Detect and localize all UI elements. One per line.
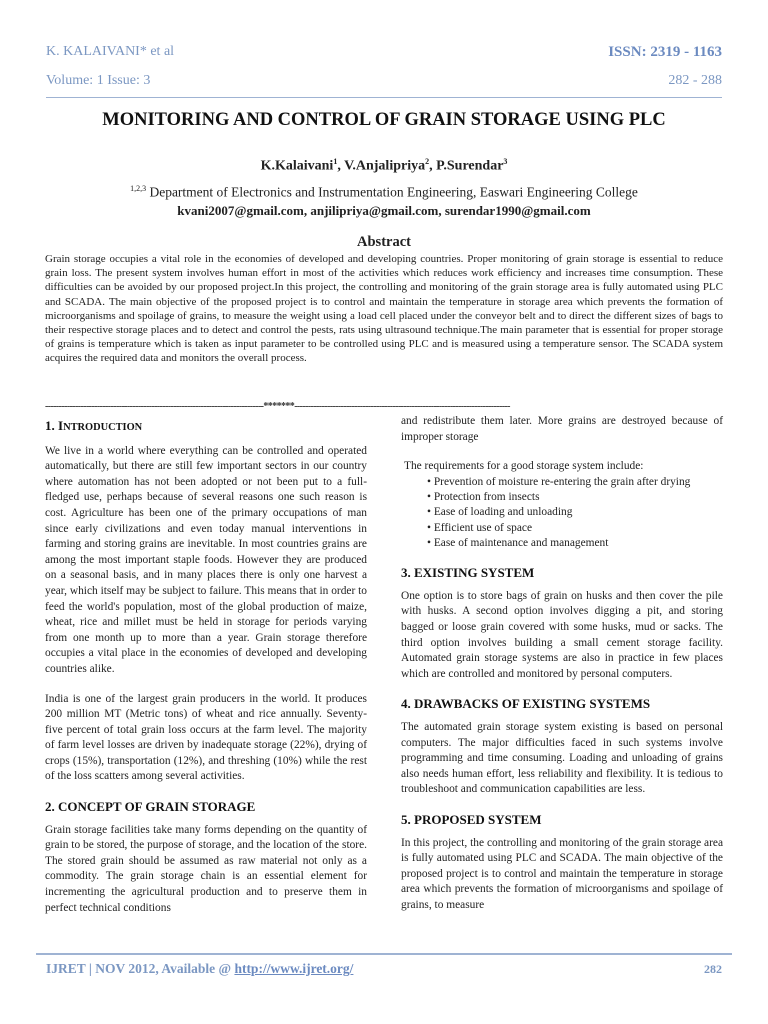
paragraph: India is one of the largest grain producers in the world. It produces 200 million MT (Metric tons) of wheat and rice annually. Seventy-five percent of total grain loss occurs at the farm level. The majority of farm level losses are driven by inadequate storage (22%), drying of crops (15%), transportation (12%), and threshing (10%) while the rest of the loss scatters among several activities. — [45, 692, 367, 783]
footer-rule — [36, 953, 732, 955]
list-item: • Ease of maintenance and management — [427, 536, 723, 551]
header-pages: 282 - 288 — [668, 73, 722, 88]
section-heading-introduction — [45, 418, 367, 436]
author-separator: , — [429, 158, 437, 174]
header-issn: ISSN: 2319 - 1163 — [608, 44, 722, 60]
section-number: 1. I — [45, 418, 64, 433]
list-item: • Prevention of moisture re-entering the grain after drying — [427, 475, 723, 490]
author-sup: 1 — [333, 157, 338, 166]
requirements-intro: The requirements for a good storage system include: — [404, 460, 644, 473]
author-sup: 3 — [503, 157, 508, 166]
author-name: V.Anjalipriya — [344, 158, 426, 174]
header-author: K. KALAIVANI* et al — [46, 44, 175, 59]
requirements-list — [427, 475, 723, 551]
paragraph: and redistribute them later. More grains are destroyed because of improper storage — [401, 415, 723, 443]
header-volume: Volume: 1 Issue: 3 — [46, 73, 151, 88]
page-number: 282 — [704, 962, 722, 976]
section-divider: --------------------------------------------------------------------------------*******------------------------------------------------------------------------------- — [45, 401, 510, 412]
footer-journal: IJRET | NOV 2012, Available @ — [46, 961, 235, 976]
section-heading-existing: 3. EXISTING SYSTEM — [401, 565, 535, 581]
section-heading-concept: 2. CONCEPT OF GRAIN STORAGE — [45, 799, 256, 815]
section-heading-proposed: 5. PROPOSED SYSTEM — [401, 811, 542, 827]
section-title-smallcaps: NTRODUCTION — [63, 422, 143, 433]
journal-link[interactable]: http://www.ijret.org/ — [234, 961, 354, 976]
paragraph: In this project, the controlling and monitoring of the grain storage area is fully automated using PLC and SCADA. The main objective of the proposed project is to control and maintain the temperature in storage area which prevents the formation of microorganisms and spoilage of grains, to measure — [401, 836, 723, 911]
list-item: • Protection from insects — [427, 490, 723, 505]
list-item: • Efficient use of space — [427, 521, 723, 536]
paragraph: Grain storage facilities take many forms depending on the quantity of grain to be stored, the purpose of storage, and the location of the store. The stored grain should be assumed as raw material not only as a commodity. The grain storage chain is an essential element for incrementing the agricultural production and to preserve them in perfect technical conditions — [45, 823, 367, 914]
list-item: • Ease of loading and unloading — [427, 505, 723, 520]
affiliation — [0, 184, 768, 201]
author-sup: 2 — [425, 157, 430, 166]
page-footer — [46, 961, 722, 977]
author-separator: , — [337, 158, 345, 174]
affiliation-sup: 1,2,3 — [130, 184, 147, 193]
paragraph: We live in a world where everything can be controlled and operated automatically, but there are still few important sectors in our country where automation has not been adopted or not been put to a full- fledged use, perhaps because of several reasons one such reason is cost. Agriculture has been one of the primary occupations of man since early civilizations and even today manual interventions in farming and storing grains are inevitable. In most countries grains are among the most important staple foods. However they are produced on a seasonal basis, and in many places there is only one harvest a year, which itself may be subject to failure. This means that in order to feed the world's population, most of the global production of maize, wheat, rice and millet must be held in storage for periods varying from one month up to more than a year. Grain storage therefore occupies a vital place in the economies of developed and developing countries alike. — [45, 444, 367, 675]
abstract-heading: Abstract — [357, 234, 411, 250]
author-name: K.Kalaivani — [260, 158, 334, 174]
right-column — [401, 414, 723, 928]
author-emails: kvani2007@gmail.com, anjilipriya@gmail.com, surendar1990@gmail.com — [177, 203, 591, 218]
section-heading-drawbacks: 4. DRAWBACKS OF EXISTING SYSTEMS — [401, 696, 651, 712]
left-column — [45, 414, 367, 930]
paragraph: The automated grain storage system existing is based on personal computers. The major difficulties faced in such systems involve programming and time consuming. Loading and unloading of grains also needs human effort, less reliability and flexibility. It is tedious to troubleshoot and communication capabilities are less. — [401, 721, 723, 796]
paper-title: MONITORING AND CONTROL OF GRAIN STORAGE USING PLC — [102, 110, 666, 130]
header-rule — [46, 97, 722, 98]
abstract-text: Grain storage occupies a vital role in the economies of developed and developing countries. Proper monitoring of grain storage is essential to reduce grain loss. The present system involves human effort in most of the activities which reduces work efficiency and increases time consumption. These difficulties can be avoided by our proposed project.In this project, the controlling and monitoring of the grain storage area is fully automated using PLC and SCADA. The main objective of the proposed project is to control and maintain the temperature in storage area which prevents the formation of microorganisms and spoilage of grains, to measure the weight using a load cell placed under the conveyor belt and to direct the different sizes of bags to their respective storage places and to detect and control the pests, rats using ultrasound technique.The main parameter that is essential for proper storage of grains is temperature which is taken as input parameter to be controlled using PLC and is measured using a temperature sensor. The SCADA system acquires the required data and monitors the overall process. — [45, 253, 723, 365]
author-name: P.Surendar — [436, 158, 504, 174]
author-list — [0, 157, 768, 175]
paragraph: One option is to store bags of grain on husks and then cover the pile with husks. A second option involves digging a pit, and storing bagged or loose grain covered with some husks, mud or sacks. The third option involves building a small cement storage facility. Automated grain storage systems are also in practice in few places which are controlled and monitored by personal computers. — [401, 589, 723, 680]
affiliation-text: Department of Electronics and Instrumentation Engineering, Easwari Engineering College — [146, 184, 638, 200]
